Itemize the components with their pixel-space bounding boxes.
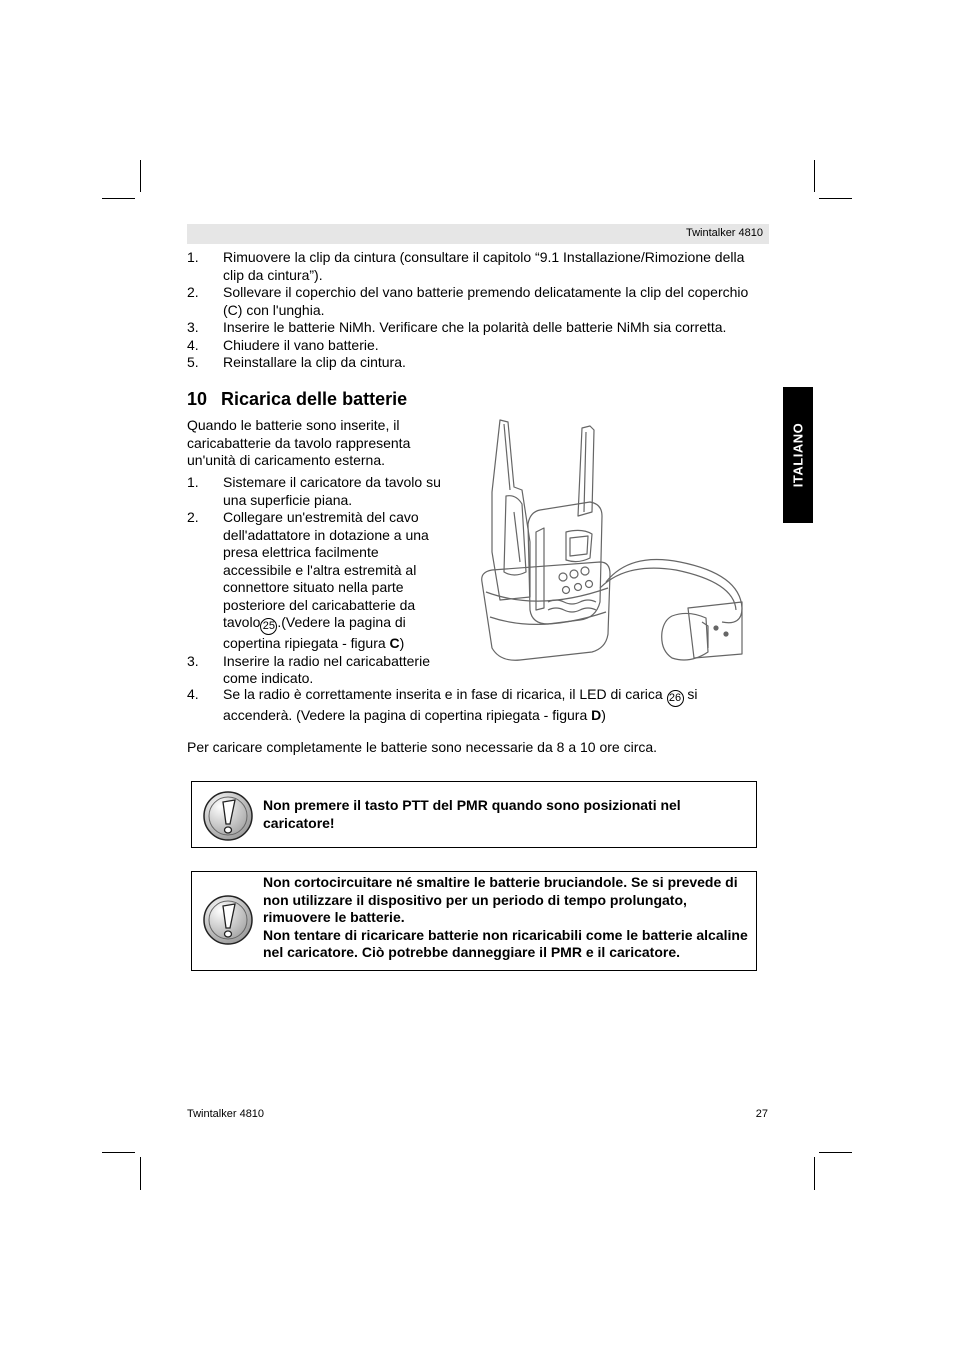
section-title: 10 Ricarica delle batterie <box>187 389 408 409</box>
list-item: 4. Se la radio è correttamente inserita e in fase di ricarica, il LED di carica 26 si accenderà. (Vedere la pagina di copertina ripiegata - figura D) <box>187 686 698 723</box>
exclamation-warning-icon <box>202 790 254 842</box>
language-tab <box>783 387 813 523</box>
charger-illustration <box>470 412 755 664</box>
warning-box <box>191 871 757 971</box>
list-item: 2. Sollevare il coperchio del vano batterie premendo delicatamente la clip del coperchio (C) con l'unghia. <box>187 284 749 318</box>
charge-time-note: Per caricare completamente le batterie sono necessarie da 8 a 10 ore circa. <box>187 739 658 755</box>
warning-box <box>191 781 757 848</box>
warning-text: Non tentare di ricaricare batterie non ricaricabili come le batterie alcaline nel caricatore. Ciò potrebbe danneggiare il PMR e il caricatore. <box>263 926 748 960</box>
list-item: 3. Inserire le batterie NiMh. Verificare che la polarità delle batterie NiMh sia corretta. <box>187 319 727 335</box>
page-number: 27 <box>755 1108 768 1120</box>
warning-text-block <box>263 874 753 962</box>
list-item: 5. Reinstallare la clip da cintura. <box>187 354 406 370</box>
list-item: 2. Collegare un'estremità del cavo dell'adattatore in dotazione a una presa elettrica facilmente accessibile e l'altra estremità al connettore situato nella parte posteriore del caricabatterie da tavolo 25 .(Vedere la pagina di copertina ripiegata - figura C) <box>187 509 429 651</box>
crop-mark <box>814 160 815 192</box>
crop-mark <box>140 160 141 192</box>
crop-mark <box>819 198 852 199</box>
exclamation-warning-icon <box>202 894 254 946</box>
header-bar <box>187 224 769 244</box>
language-tab-label: ITALIANO <box>790 422 806 488</box>
crop-mark <box>819 1152 852 1153</box>
warning-text: Non premere il tasto PTT del PMR quando sono posizionati nel caricatore! <box>263 797 681 831</box>
callout-number: 26 <box>667 690 684 707</box>
crop-mark <box>814 1157 815 1190</box>
callout-number: 25 <box>260 618 277 635</box>
section-intro: Quando le batterie sono inserite, il caricabatterie da tavolo rappresenta un'unità di caricamento esterna. <box>187 417 411 468</box>
header-product: Twintalker 4810 <box>685 227 763 239</box>
crop-mark <box>140 1157 141 1190</box>
footer-product: Twintalker 4810 <box>187 1108 265 1120</box>
list-item: 1. Sistemare il caricatore da tavolo su una superficie piana. <box>187 474 441 508</box>
crop-mark <box>102 198 135 199</box>
warning-text: Non cortocircuitare né smaltire le batterie bruciandole. Se si prevede di non utilizzare il dispositivo per un periodo di tempo prolungato, rimuovere le batterie. <box>263 874 738 925</box>
charging-step-4 <box>187 686 747 725</box>
list-item: 3. Inserire la radio nel caricabatterie come indicato. <box>187 652 430 686</box>
list-item: 4. Chiudere il vano batterie. <box>187 336 379 353</box>
list-item: 1. Rimuovere la clip da cintura (consultare il capitolo “9.1 Installazione/Rimozione della clip da cintura”). <box>187 249 745 283</box>
crop-mark <box>102 1152 135 1153</box>
charging-steps <box>187 474 443 688</box>
battery-install-steps <box>187 249 769 372</box>
